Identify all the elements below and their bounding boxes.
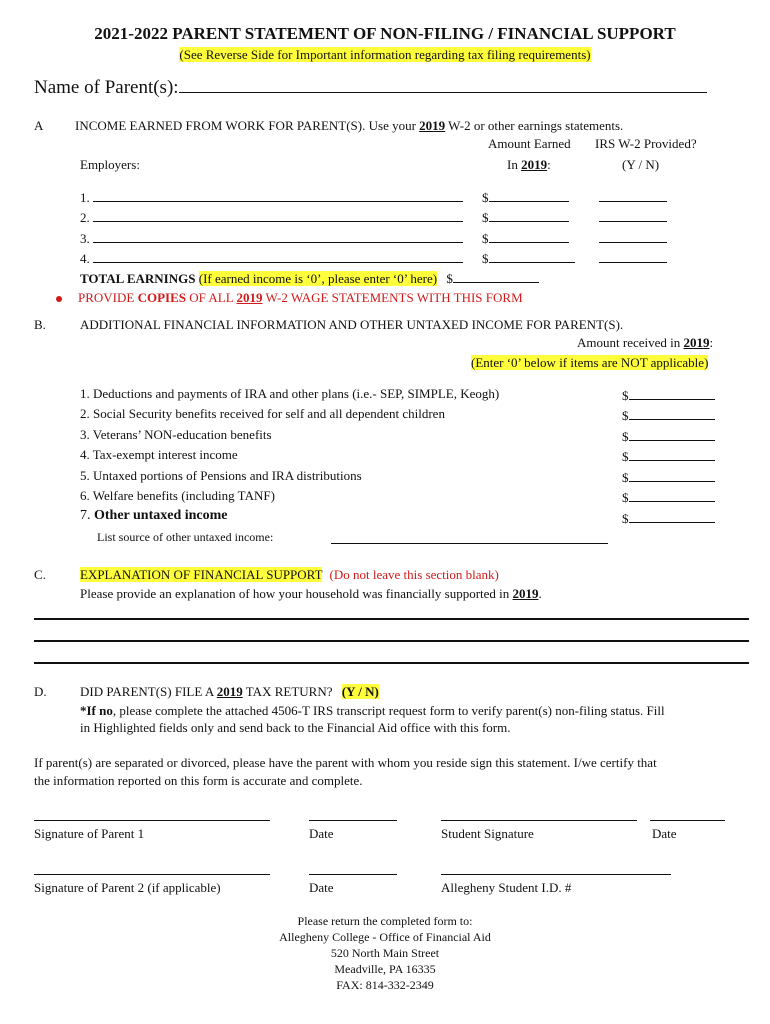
enter-zero-note — [471, 355, 708, 371]
intro-year: 2019 — [419, 118, 446, 133]
form-subtitle — [0, 46, 770, 64]
financial-support-heading: EXPLANATION OF FINANCIAL SUPPORT — [80, 567, 323, 582]
untaxed-field-6[interactable] — [629, 488, 715, 502]
parent1-signature-field[interactable] — [34, 820, 270, 821]
section-d-question — [80, 684, 379, 700]
parent2-signature-label: Signature of Parent 2 (if applicable) — [34, 880, 221, 895]
col-amount-earned-heading: Amount Earned — [488, 136, 571, 151]
amount-year: 2019 — [521, 157, 548, 172]
w2-field-1[interactable] — [599, 188, 667, 202]
untaxed-item-6: 6. Welfare benefits (including TANF) — [80, 488, 275, 503]
do-not-leave-blank-note: (Do not leave this section blank) — [329, 567, 499, 582]
notice-year: 2019 — [236, 290, 263, 305]
parent2-date-label: Date — [309, 880, 334, 895]
employer-field-3[interactable] — [93, 229, 463, 243]
tax-return-yn[interactable]: (Y / N) — [341, 684, 379, 699]
subtitle-text: (See Reverse Side for Important information regarding tax filing requirements) — [179, 47, 591, 62]
total-earnings-row — [80, 269, 539, 287]
section-b-intro: ADDITIONAL FINANCIAL INFORMATION AND OTHER UNTAXED INCOME FOR PARENT(S). — [80, 317, 624, 332]
footer-fax-line: FAX: 814-332-2349 — [336, 978, 434, 992]
bullet-icon — [56, 296, 62, 302]
notice-text-mid: OF ALL — [186, 290, 237, 305]
untaxed-item-4: 4. Tax-exempt interest income — [80, 447, 238, 462]
untaxed-field-1[interactable] — [629, 386, 715, 400]
prompt-year: 2019 — [512, 586, 539, 601]
dollar-sign: $ — [622, 388, 629, 403]
dollar-sign: $ — [622, 490, 629, 505]
untaxed-amount-5 — [622, 468, 715, 486]
in-text: In — [507, 157, 522, 172]
amount-received-heading — [577, 335, 713, 351]
employer-row-4 — [80, 249, 463, 267]
untaxed-item-7 — [80, 508, 228, 524]
w2-field-3[interactable] — [599, 229, 667, 243]
student-date-label: Date — [652, 826, 677, 841]
employer-row-2 — [80, 208, 463, 226]
row-number: 2. — [80, 210, 90, 225]
w2-field-2[interactable] — [599, 208, 667, 222]
amount-field-2[interactable] — [489, 208, 569, 222]
amount-field-3[interactable] — [489, 229, 569, 243]
dollar-sign: $ — [482, 231, 489, 246]
explanation-line-3[interactable] — [34, 662, 749, 664]
if-no-instructions-line2: in Highlighted fields only and send back to the Financial Aid office with this form. — [80, 720, 511, 735]
if-no-instructions — [80, 703, 665, 719]
col-amount-year-heading — [507, 157, 551, 173]
dollar-sign: $ — [622, 449, 629, 464]
dollar-sign: $ — [482, 251, 489, 266]
form-title: 2021-2022 PARENT STATEMENT OF NON-FILING / FINANCIAL SUPPORT — [94, 24, 676, 43]
untaxed-item-2: 2. Social Security benefits received for self and all dependent children — [80, 406, 445, 421]
section-c-heading — [80, 567, 499, 583]
total-earnings-label: TOTAL EARNINGS — [80, 271, 196, 286]
intro-text-end: W-2 or other earnings statements. — [445, 118, 624, 133]
dollar-sign: $ — [622, 429, 629, 444]
question-year: 2019 — [216, 684, 243, 699]
certify-text-line2: the information reported on this form is accurate and complete. — [34, 773, 363, 788]
w2-row-4 — [599, 249, 667, 267]
student-date-field[interactable] — [650, 820, 725, 821]
notice-text-end: W-2 WAGE STATEMENTS WITH THIS FORM — [262, 290, 523, 305]
untaxed-amount-2 — [622, 406, 715, 424]
student-id-label: Allegheny Student I.D. # — [441, 880, 572, 895]
footer-return-line: Please return the completed form to: — [297, 914, 473, 928]
parent1-date-field[interactable] — [309, 820, 397, 821]
colon: : — [547, 157, 551, 172]
period: . — [538, 586, 542, 601]
question-text-end: TAX RETURN? — [242, 684, 333, 699]
notice-copies: COPIES — [137, 290, 186, 305]
parent1-signature-label: Signature of Parent 1 — [34, 826, 145, 841]
student-signature-field[interactable] — [441, 820, 637, 821]
other-untaxed-label: Other untaxed income — [94, 508, 228, 523]
amount-field-4[interactable] — [489, 249, 575, 263]
untaxed-field-3[interactable] — [629, 427, 715, 441]
dollar-sign: $ — [622, 511, 629, 526]
row-number: 4. — [80, 251, 90, 266]
employer-field-4[interactable] — [93, 249, 463, 263]
employers-label: Employers: — [80, 157, 140, 172]
untaxed-field-7[interactable] — [629, 509, 715, 523]
untaxed-item-1: 1. Deductions and payments of IRA and other plans (i.e.- SEP, SIMPLE, Keogh) — [80, 386, 500, 401]
col-w2-heading: IRS W-2 Provided? — [595, 136, 697, 151]
certify-text-line1: If parent(s) are separated or divorced, please have the parent with whom you reside sign this statement. I/we certify that — [34, 755, 657, 770]
if-no-label: *If no — [80, 703, 113, 718]
parent2-date-field[interactable] — [309, 874, 397, 875]
row-number: 3. — [80, 231, 90, 246]
employer-field-1[interactable] — [93, 188, 463, 202]
w2-copies-notice — [56, 290, 523, 306]
student-id-field[interactable] — [441, 874, 671, 875]
amount-received-text: Amount received in — [577, 335, 684, 350]
parent2-signature-field[interactable] — [34, 874, 270, 875]
untaxed-field-2[interactable] — [629, 406, 715, 420]
dollar-sign: $ — [482, 190, 489, 205]
prompt-text: Please provide an explanation of how your household was financially supported in — [80, 586, 513, 601]
amount-row-2 — [482, 208, 569, 226]
amount-row-1 — [482, 188, 569, 206]
colon: : — [709, 335, 714, 350]
w2-row-3 — [599, 229, 667, 247]
employer-row-3 — [80, 229, 463, 247]
footer-street-line: 520 North Main Street — [330, 946, 440, 960]
row-number: 1. — [80, 190, 90, 205]
explanation-line-2[interactable] — [34, 640, 749, 642]
w2-field-4[interactable] — [599, 249, 667, 263]
footer-college-line: Allegheny College - Office of Financial Aid — [279, 930, 491, 944]
untaxed-item-3: 3. Veterans’ NON-education benefits — [80, 427, 272, 442]
footer-city-line: Meadville, PA 16335 — [334, 962, 436, 976]
dollar-sign: $ — [482, 210, 489, 225]
if-no-text-line1: , please complete the attached 4506-T IRS transcript request form to verify parent(s) non-filing status. Fill — [112, 703, 665, 718]
name-of-parents-row: Name of Parent(s): — [34, 76, 707, 99]
w2-row-1 — [599, 188, 667, 206]
section-a-intro — [75, 118, 623, 134]
dollar-sign: $ — [622, 408, 629, 423]
untaxed-amount-4 — [622, 447, 715, 465]
amount-row-3 — [482, 229, 569, 247]
student-signature-label: Student Signature — [441, 826, 534, 841]
untaxed-field-5[interactable] — [629, 468, 715, 482]
dollar-sign: $ — [446, 271, 453, 286]
employer-field-2[interactable] — [93, 208, 463, 222]
list-source-field[interactable] — [331, 543, 608, 544]
question-text: DID PARENT(S) FILE A — [80, 684, 217, 699]
section-c-letter: C. — [34, 567, 46, 582]
intro-text: INCOME EARNED FROM WORK FOR PARENT(S). Use your — [75, 118, 420, 133]
name-label: Name of Parent(s) — [34, 77, 174, 98]
section-d-letter: D. — [34, 684, 47, 699]
untaxed-item-5: 5. Untaxed portions of Pensions and IRA distributions — [80, 468, 362, 483]
untaxed-field-4[interactable] — [629, 447, 715, 461]
amount-received-year: 2019 — [683, 335, 710, 350]
parent1-date-label: Date — [309, 826, 334, 841]
employer-row-1 — [80, 188, 463, 206]
dollar-sign: $ — [622, 470, 629, 485]
explanation-line-1[interactable] — [34, 618, 749, 620]
section-b-letter: B. — [34, 317, 46, 332]
section-c-prompt — [80, 586, 542, 602]
total-earnings-note: (If earned income is ‘0’, please enter ‘0’ here) — [198, 271, 438, 286]
amount-row-4 — [482, 249, 575, 267]
untaxed-amount-3 — [622, 427, 715, 445]
w2-row-2 — [599, 208, 667, 226]
notice-text: PROVIDE — [78, 290, 138, 305]
untaxed-amount-7 — [622, 509, 715, 527]
untaxed-amount-1 — [622, 386, 715, 404]
untaxed-amount-6 — [622, 488, 715, 506]
amount-field-1[interactable] — [489, 188, 569, 202]
col-w2-yn: (Y / N) — [622, 157, 660, 172]
enter-zero-note-text: (Enter ‘0’ below if items are NOT applicable) — [471, 355, 709, 370]
total-earnings-field[interactable] — [453, 269, 539, 283]
name-of-parents-field[interactable] — [179, 76, 707, 93]
item-number: 7. — [80, 508, 94, 523]
list-source-label: List source of other untaxed income: — [97, 530, 274, 544]
section-a-letter: A — [34, 118, 44, 133]
